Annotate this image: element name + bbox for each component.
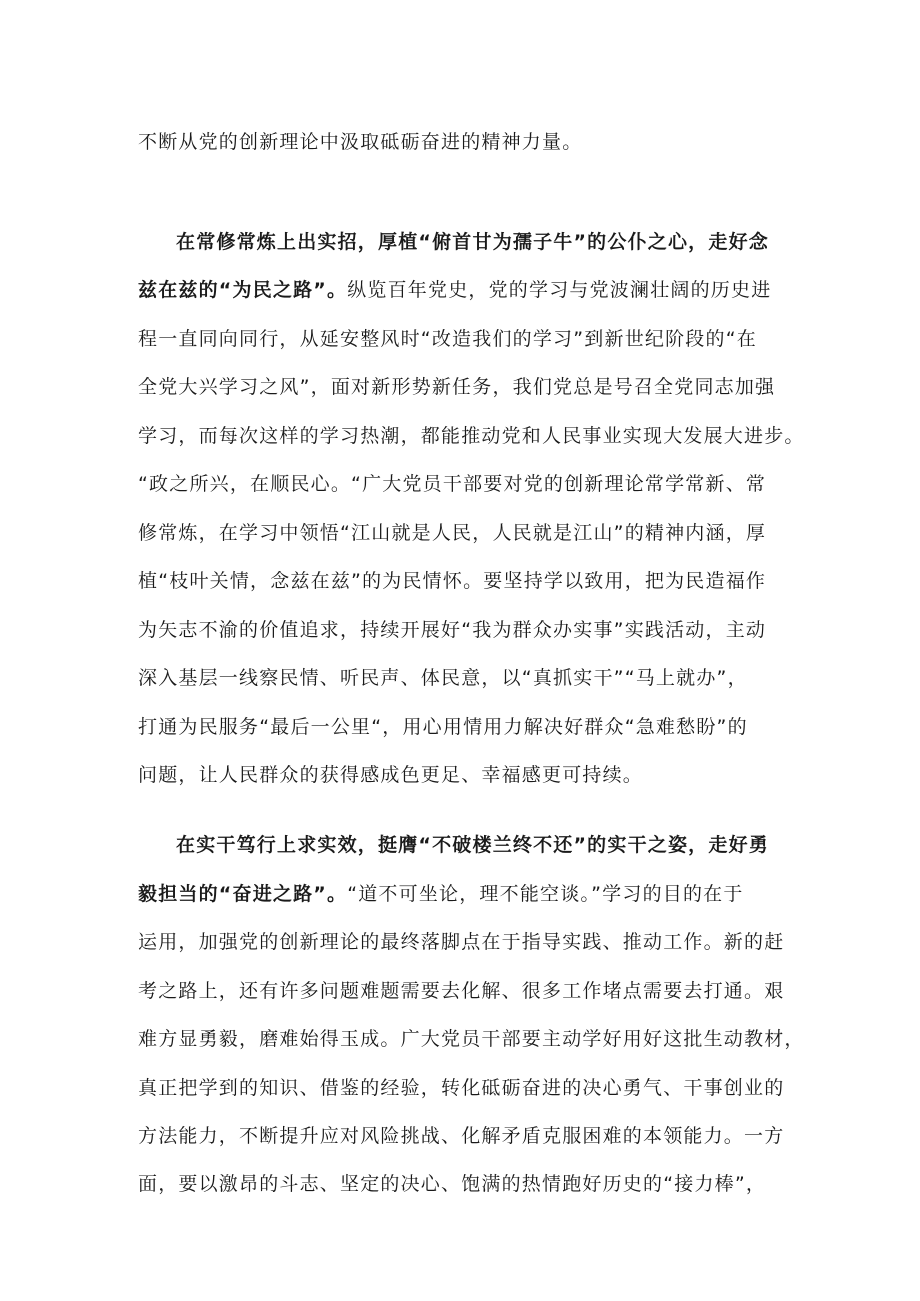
text-line xyxy=(138,277,771,303)
paragraph-lead-line: 在常修常炼上出实招，厚植“俯首甘为孺子牛”的公仆之心，走好念 xyxy=(176,231,769,253)
text-line: “政之所兴，在顺民心。“广大党员干部要对党的创新理论常学常新、常 xyxy=(138,473,767,495)
text-line xyxy=(138,881,744,907)
text-line: 真正把学到的知识、借鉴的经验，转化砥砺奋进的决心勇气、干事创业的 xyxy=(138,1077,785,1099)
text-line: 方法能力，不断提升应对风险挑战、化解矛盾克服困难的本领能力。一方 xyxy=(138,1125,785,1147)
text-line: 问题，让人民群众的获得感成色更足、幸福感更可持续。 xyxy=(138,764,644,786)
paragraph-lead-line: 在实干笃行上求实效，挺膺“不破楼兰终不还”的实干之姿，走好勇 xyxy=(176,834,769,856)
text-run: 纵览百年党史，党的学习与党波澜壮阔的历史进 xyxy=(347,279,772,301)
text-run: “道不可坐论，理不能空谈。”学习的目的在于 xyxy=(347,883,744,905)
text-line: 程一直同向同行，从延安整风时“改造我们的学习”到新世纪阶段的“在 xyxy=(138,328,757,350)
text-line: 运用，加强党的创新理论的最终落脚点在于指导实践、推动工作。新的赶 xyxy=(138,931,785,953)
text-line: 学习，而每次这样的学习热潮，都能推动党和人民事业实现大发展大进步。 xyxy=(138,425,805,447)
text-line: 面，要以激昂的斗志、坚定的决心、饱满的热情跑好历史的“接力棒”， xyxy=(138,1173,767,1195)
text-line: 深入基层一线察民情、听民声、体民意，以“真抓实干”“马上就办”， xyxy=(138,667,748,689)
text-line: 全党大兴学习之风”，面对新形势新任务，我们党总是号召全党同志加强 xyxy=(138,376,776,398)
text-line: 植“枝叶关情，念兹在兹”的为民情怀。要坚持学以致用，把为民造福作 xyxy=(138,570,767,592)
text-line: 打通为民服务“最后一公里“，用心用情用力解决好群众“急难愁盼”的 xyxy=(138,716,748,738)
text-line: 不断从党的创新理论中汲取砥砺奋进的精神力量。 xyxy=(138,131,583,153)
paragraph-lead-tail: 毅担当的“奋进之路”。 xyxy=(138,883,348,905)
paragraph-lead-tail: 兹在兹的“为民之路”。 xyxy=(138,279,348,301)
text-line: 难方显勇毅，磨难始得玉成。广大党员干部要主动学好用好这批生动教材， xyxy=(138,1028,805,1050)
text-line: 修常炼，在学习中领悟“江山就是人民，人民就是江山”的精神内涵，厚 xyxy=(138,522,767,544)
text-line: 为矢志不渝的价值追求，持续开展好“我为群众办实事”实践活动，主动 xyxy=(138,619,767,641)
text-line: 考之路上，还有许多问题难题需要去化解、很多工作堵点需要去打通。艰 xyxy=(138,980,785,1002)
